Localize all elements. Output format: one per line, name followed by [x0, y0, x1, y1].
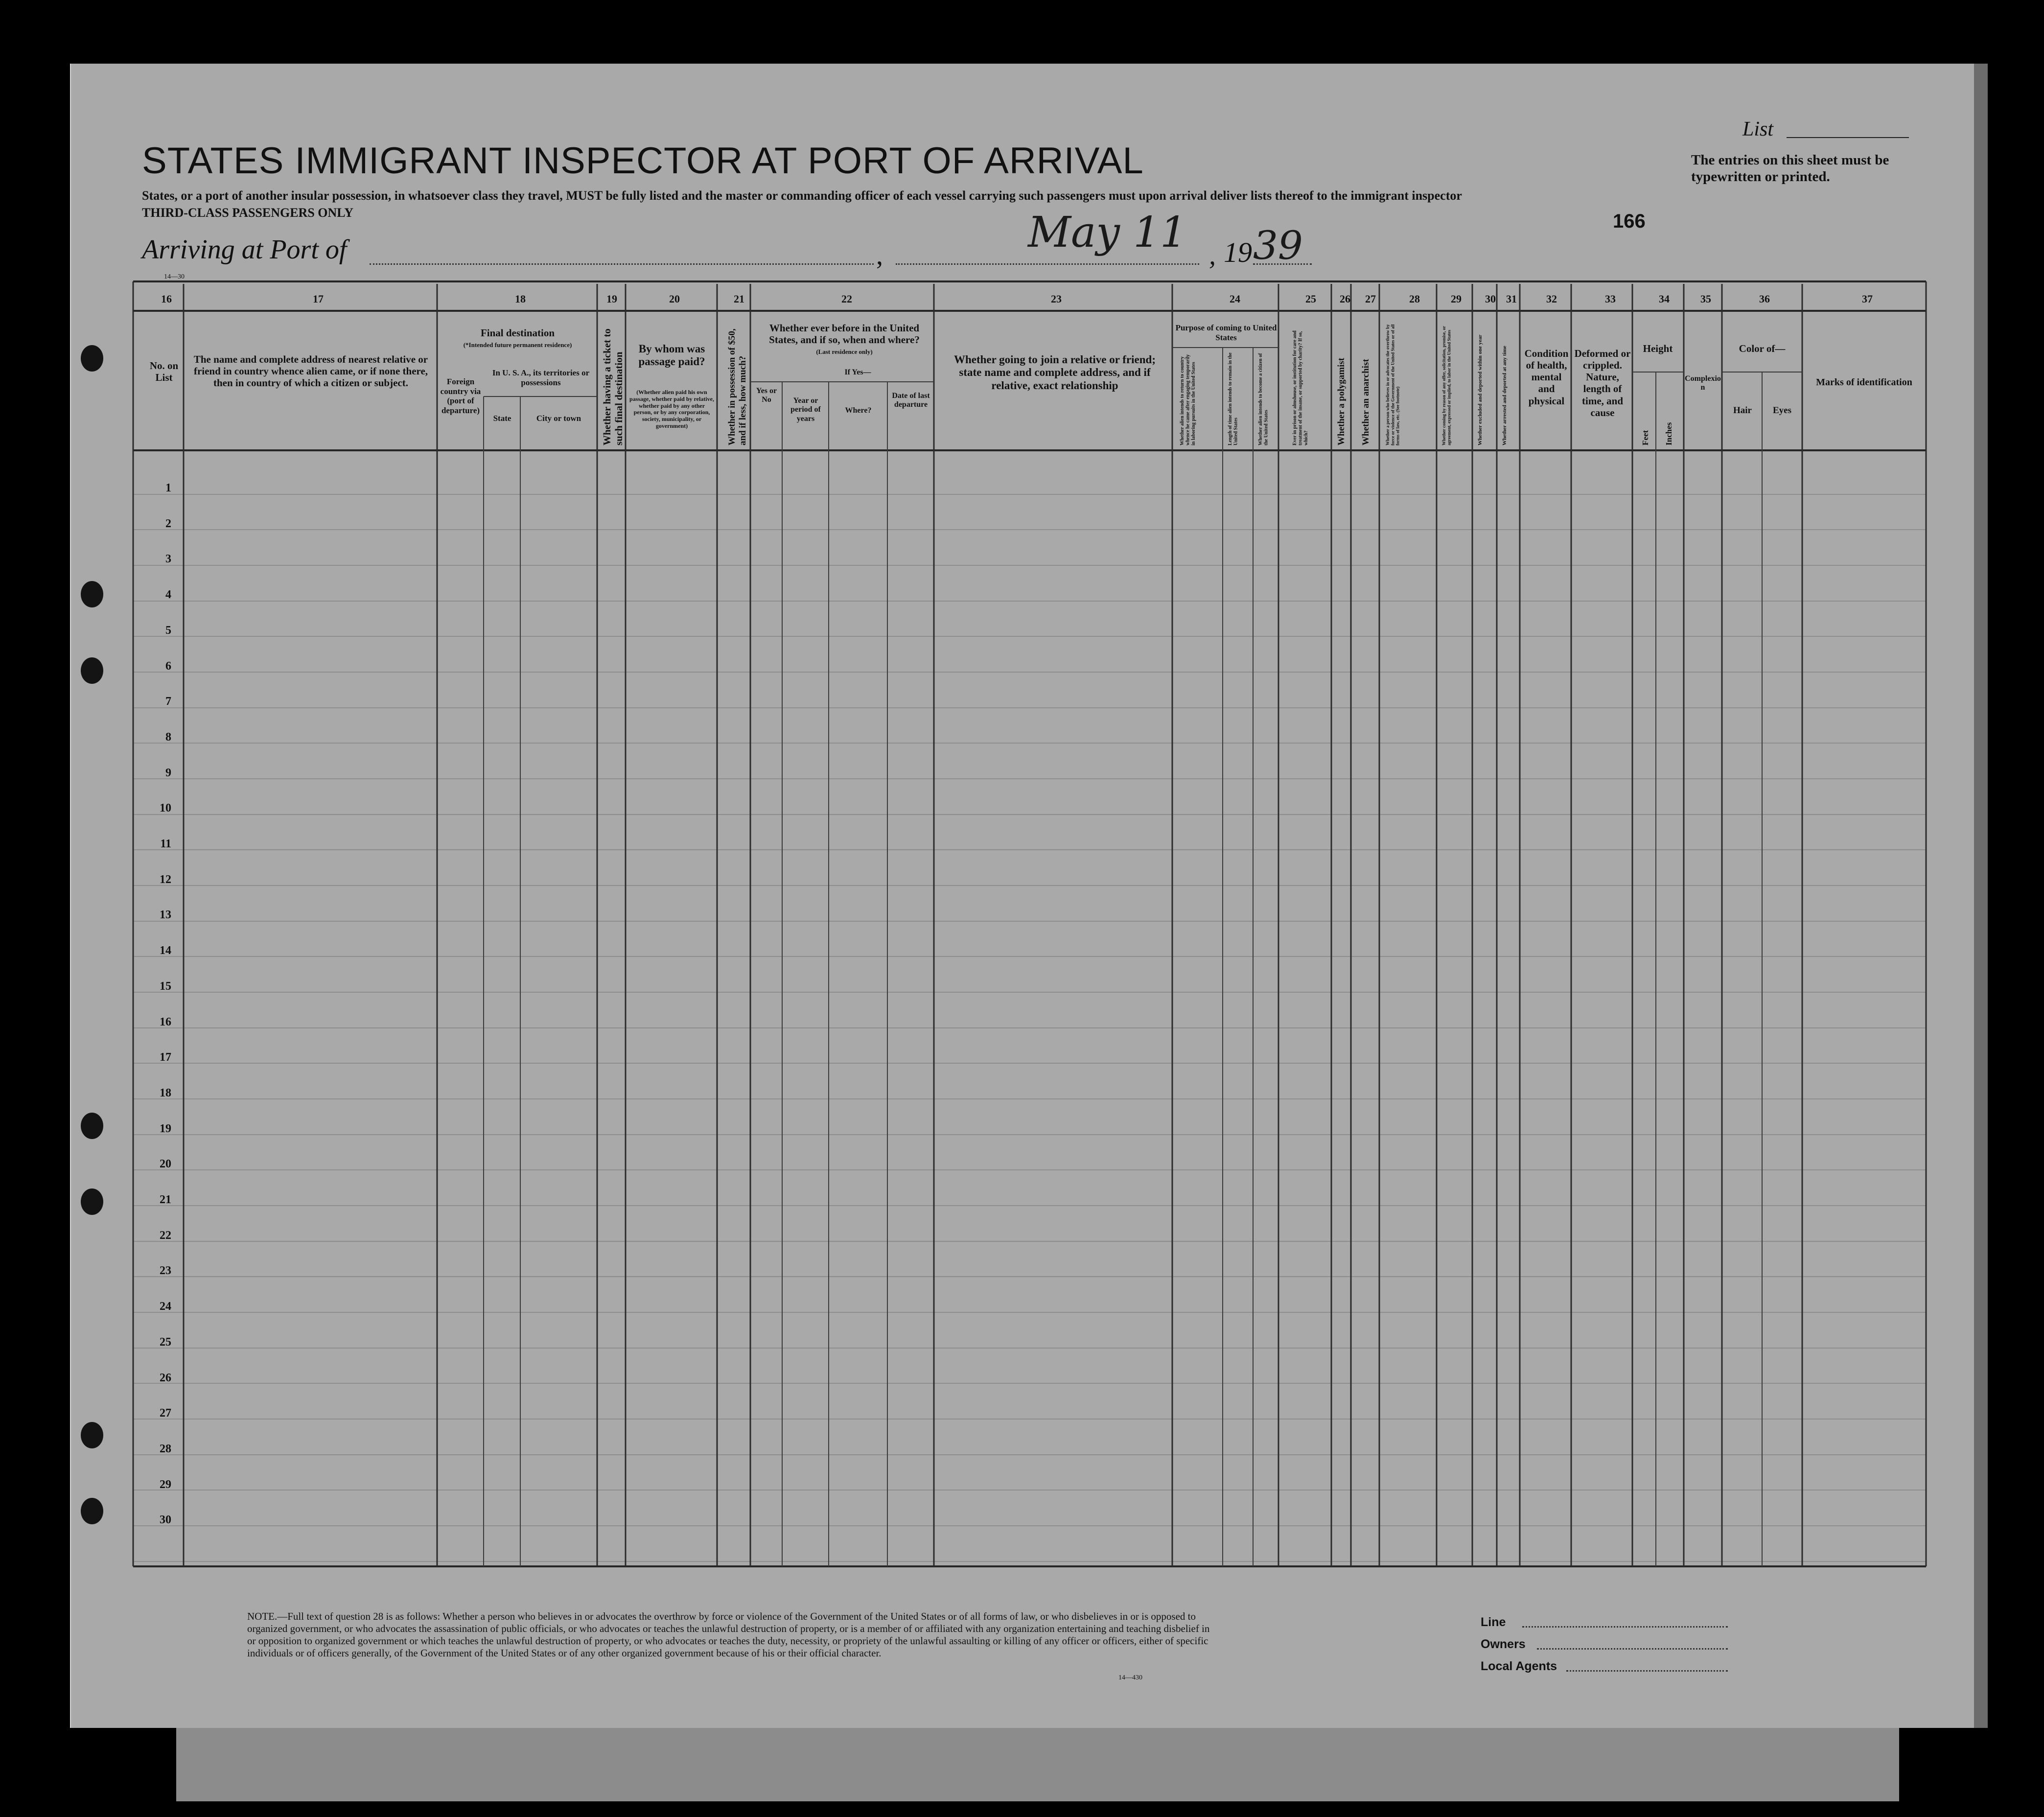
- row-number: 7: [165, 695, 171, 708]
- column-number: 16: [161, 293, 172, 305]
- footnote-question-28: NOTE.—Full text of question 28 is as follows: Whether a person who believes in or advocates the overthrow by force or violence of the Government of the United States or of all forms of law, or who disbelieves in or is opposed to organized government, or who advocates the assassination of public officials, or who advocates or teaches the unlawful destruction of property, or is a member of or affiliated with any organization entertaining and teaching disbelief in or opposition to organized government or which teaches the unlawful destruction of property, or who advocates or teaches the duty, necessity, or propriety of the unlawful assaulting or killing of any officer or officers, either of specific individuals or of officers generally, of the Government of the United States or of any other organized government because of his or their official character.: [247, 1610, 1210, 1659]
- sheet-number: 166: [1613, 210, 1646, 232]
- header-nearest-relative: The name and complete address of nearest relative or friend in country whence alien came, or if none there, then in country of which a citizen or subject.: [193, 353, 428, 389]
- row-number: 4: [165, 588, 171, 602]
- header-final-destination: Final destination: [480, 327, 555, 339]
- header-citizen-intent: Whether alien intends to become a citizen of the United States: [1258, 353, 1269, 445]
- header-hair: Hair: [1733, 405, 1752, 416]
- row-number: 1: [165, 482, 171, 494]
- form-mark-top: 14—30: [164, 273, 185, 280]
- row-number: 21: [160, 1193, 171, 1206]
- column-number: 34: [1659, 293, 1670, 305]
- column-number: 18: [515, 293, 526, 305]
- header-complexion: Complexion: [1685, 374, 1721, 392]
- instructions-text: States, or a port of another insular possession, in whatsoever class they travel, MUST be fully listed and the master or commanding officer of each vessel carrying such passengers must upon arrival deliver lists thereof to the immigrant inspector: [142, 188, 1462, 203]
- column-number: 22: [841, 293, 852, 305]
- header-inches: Inches: [1664, 422, 1673, 445]
- header-length-of-stay: Length of time alien intends to remain in the United States: [1228, 352, 1239, 445]
- header-anarchist: Whether an anarchist: [1361, 359, 1371, 445]
- comma: ,: [876, 240, 883, 271]
- column-number: 20: [669, 293, 680, 305]
- year-prefix: 19: [1224, 236, 1252, 268]
- row-number: 18: [160, 1086, 171, 1099]
- header-final-destination-note: (*Intended future permanent residence): [463, 341, 572, 349]
- header-arrested: Whether arrested and deported at any time: [1502, 346, 1508, 445]
- header-excluded: Whether excluded and deported within one year: [1477, 334, 1483, 445]
- header-prison-almshouse: Ever in prison or almshouse, or institution for care and treatment of the insane, or supported by charity? If so, which?: [1292, 330, 1309, 445]
- header-passage-paid: By whom was passage paid?: [638, 343, 705, 368]
- row-number: 14: [160, 944, 171, 957]
- owners-field-line: [1537, 1648, 1728, 1650]
- list-label: List: [1742, 118, 1774, 140]
- column-number: 30: [1485, 293, 1496, 305]
- entries-note: The entries on this sheet must be typewritten or printed.: [1691, 152, 1889, 185]
- header-last-residence: (Last residence only): [816, 348, 873, 355]
- header-ever-before: Whether ever before in the United States, and if so, when and where?: [769, 322, 920, 346]
- row-number: 28: [160, 1442, 171, 1455]
- header-polygamist: Whether a polygamist: [1336, 357, 1347, 445]
- row-number: 22: [160, 1229, 171, 1242]
- row-number: 20: [160, 1158, 171, 1171]
- row-number: 24: [160, 1300, 171, 1313]
- row-number: 6: [165, 659, 171, 673]
- local-agents-field-line: [1566, 1670, 1728, 1672]
- row-number: 16: [160, 1015, 171, 1028]
- row-number: 15: [160, 979, 171, 993]
- header-in-usa: In U. S. A., its territories or possessions: [492, 368, 590, 387]
- column-number: 19: [606, 293, 617, 305]
- column-number: 29: [1451, 293, 1462, 305]
- column-number: 32: [1546, 293, 1557, 305]
- column-number: 24: [1230, 293, 1240, 305]
- row-number: 30: [160, 1514, 171, 1527]
- header-passage-paid-note: (Whether alien paid his own passage, whether paid by relative, whether paid by any other person, or by any corporation, society, municipality, or government): [629, 389, 714, 429]
- column-number: 35: [1700, 293, 1711, 305]
- row-number: 2: [165, 517, 171, 530]
- handwritten-year: 39: [1253, 223, 1303, 268]
- header-return-intent: Whether alien intends to return to country whence he came after engaging temporarily in laboring pursuits in the United States: [1180, 354, 1196, 445]
- handwritten-date: May 11: [1028, 208, 1187, 257]
- header-yes-or-no: Yes or No: [756, 387, 777, 404]
- column-number: 37: [1862, 293, 1873, 305]
- row-number: 8: [165, 730, 171, 744]
- row-number: 3: [165, 553, 171, 566]
- comma: ,: [1209, 240, 1216, 271]
- column-number: 17: [313, 293, 324, 305]
- row-number: 27: [160, 1407, 171, 1420]
- header-state: State: [493, 414, 511, 423]
- column-number: 23: [1051, 293, 1062, 305]
- column-number: 31: [1506, 293, 1517, 305]
- passenger-class: THIRD-CLASS PASSENGERS ONLY: [142, 206, 354, 220]
- row-number: 17: [160, 1051, 171, 1064]
- header-overthrow: Whether a person who believes in or advocates the overthrow by force or violence of the Government of the United States or of all forms of law, etc. (See footnote): [1385, 324, 1400, 445]
- line-label: Line: [1481, 1615, 1506, 1629]
- arriving-label: Arriving at Port of: [142, 234, 347, 265]
- header-deformed: Deformed or crippled. Nature, length of time, and cause: [1574, 348, 1631, 419]
- header-ticket: Whether having a ticket to such final destination: [601, 328, 625, 445]
- header-height: Height: [1643, 343, 1673, 354]
- header-eyes: Eyes: [1773, 405, 1791, 416]
- header-foreign-country: Foreign country via (port of departure): [440, 377, 481, 415]
- column-number: 26: [1340, 293, 1350, 305]
- header-where: Where?: [845, 406, 872, 415]
- header-purpose: Purpose of coming to United States: [1175, 323, 1277, 342]
- row-number: 5: [165, 624, 171, 637]
- header-period-of-years: Year or period of years: [790, 396, 821, 423]
- row-number: 9: [165, 766, 171, 779]
- header-fifty-dollars: Whether in possession of $50, and if less, how much?: [727, 328, 748, 445]
- row-number: 12: [160, 873, 171, 886]
- local-agents-label: Local Agents: [1481, 1659, 1557, 1673]
- owners-label: Owners: [1481, 1637, 1526, 1651]
- row-number: 26: [160, 1371, 171, 1384]
- row-number: 19: [160, 1122, 171, 1135]
- column-number: 28: [1409, 293, 1420, 305]
- row-number: 11: [160, 838, 171, 850]
- column-number: 33: [1605, 293, 1616, 305]
- row-number: 10: [160, 802, 171, 815]
- row-number: 29: [160, 1478, 171, 1491]
- header-marks-of-identification: Marks of identification: [1816, 377, 1912, 388]
- page-title: STATES IMMIGRANT INSPECTOR AT PORT OF ARRIVAL: [142, 140, 1144, 182]
- header-join-relative: Whether going to join a relative or friend; state name and complete address, and if relative, exact relationship: [953, 353, 1156, 392]
- header-city-or-town: City or town: [536, 414, 581, 423]
- line-field-line: [1522, 1626, 1728, 1628]
- header-date-of-departure: Date of last departure: [892, 392, 930, 409]
- column-number: 21: [734, 293, 744, 305]
- row-number: 25: [160, 1335, 171, 1349]
- header-labor-offer: Whether coming by reason of any offer, solicitation, promise, or agreement, expressed or implied, to labor in the United States: [1441, 326, 1452, 445]
- header-if-yes: If Yes—: [844, 368, 871, 376]
- column-number: 25: [1305, 293, 1316, 305]
- header-feet: Feet: [1641, 430, 1650, 445]
- column-number: 36: [1759, 293, 1770, 305]
- row-number: 13: [160, 908, 171, 922]
- header-no-on-list: No. on List: [149, 360, 179, 384]
- row-number: 23: [160, 1264, 171, 1278]
- header-color-of: Color of—: [1739, 343, 1786, 354]
- header-health: Condition of health, mental and physical: [1524, 348, 1569, 407]
- column-number: 27: [1365, 293, 1376, 305]
- form-number: 14—430: [1118, 1674, 1142, 1681]
